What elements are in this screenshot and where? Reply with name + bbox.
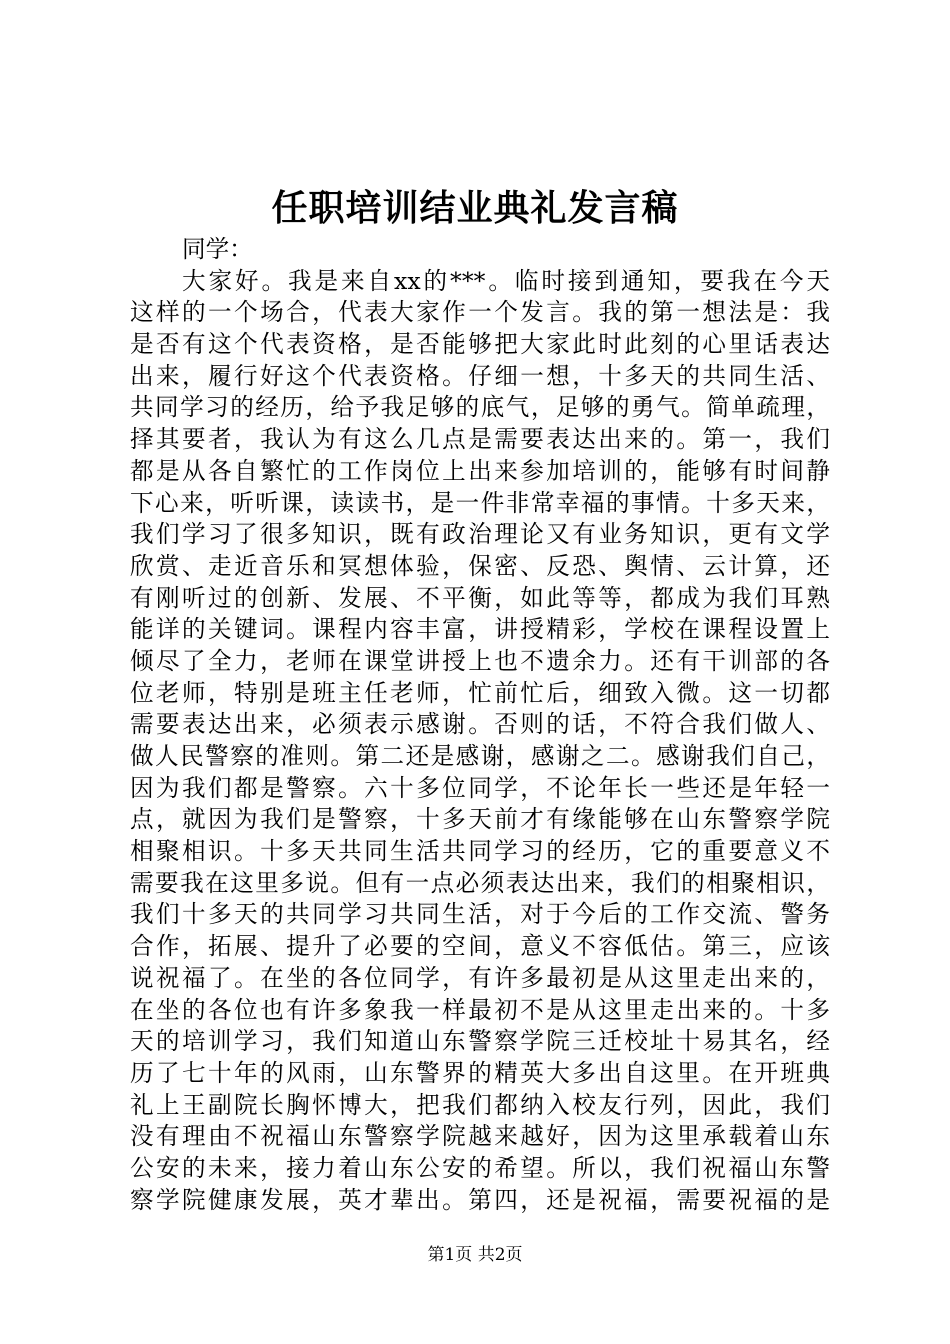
document-title: 任职培训结业典礼发言稿 [271,188,679,229]
paragraph-line: 我们学习了很多知识，既有政治理论又有业务知识，更有文学 [130,520,830,549]
paragraph-line: 能详的关键词。课程内容丰富，讲授精彩，学校在课程设置上 [130,615,830,644]
paragraph-line: 因为我们都是警察。六十多位同学，不论年长一些还是年轻一 [130,773,830,802]
paragraph-line: 倾尽了全力，老师在课堂讲授上也不遗余力。还有干训部的各 [130,646,830,675]
paragraph-line: 是否有这个代表资格，是否能够把大家此时此刻的心里话表达 [130,330,830,359]
paragraph-line: 需要表达出来，必须表示感谢。否则的话，不符合我们做人、 [130,710,830,739]
paragraph-line: 下心来，听听课，读读书，是一件非常幸福的事情。十多天来， [130,488,830,517]
paragraph-line: 在坐的各位也有许多象我一样最初不是从这里走出来的。十多 [130,995,830,1024]
paragraph-line: 我们十多天的共同学习共同生活，对于今后的工作交流、警务 [130,900,830,929]
paragraph-line: 这样的一个场合，代表大家作一个发言。我的第一想法是：我 [130,298,830,327]
paragraph-line: 都是从各自繁忙的工作岗位上出来参加培训的，能够有时间静 [130,456,830,485]
paragraph-line: 点，就因为我们是警察，十多天前才有缘能够在山东警察学院 [130,805,830,834]
paragraph-line: 历了七十年的风雨，山东警界的精英大多出自这里。在开班典 [130,1058,830,1087]
paragraph-line: 说祝福了。在坐的各位同学，有许多最初是从这里走出来的， [130,963,830,992]
paragraph-line: 大家好。我是来自xx的***。临时接到通知，要我在今天 [182,266,830,295]
paragraph-line: 出来，履行好这个代表资格。仔细一想，十多天的共同生活、 [130,361,830,390]
paragraph-line: 公安的未来，接力着山东公安的希望。所以，我们祝福山东警 [130,1153,830,1182]
paragraph-line: 共同学习的经历，给予我足够的底气，足够的勇气。简单疏理， [130,393,830,422]
paragraph-line: 有刚听过的创新、发展、不平衡，如此等等，都成为我们耳熟 [130,583,830,612]
paragraph-line: 欣赏、走近音乐和冥想体验，保密、反恐、舆情、云计算，还 [130,551,830,580]
paragraph-line: 需要我在这里多说。但有一点必须表达出来，我们的相聚相识， [130,868,830,897]
greeting-line: 同学： [182,235,253,263]
paragraph-line: 做人民警察的准则。第二还是感谢，感谢之二。感谢我们自己， [130,742,830,770]
paragraph-line: 择其要者，我认为有这么几点是需要表达出来的。第一，我们 [130,425,830,454]
paragraph-line: 合作，拓展、提升了必要的空间，意义不容低估。第三，应该 [130,932,830,961]
document-body [130,234,830,1216]
page-number-footer: 第1页 共2页 [427,1245,523,1265]
paragraph-line: 相聚相识。十多天共同生活共同学习的经历，它的重要意义不 [130,837,830,866]
paragraph-line: 礼上王副院长胸怀博大，把我们都纳入校友行列，因此，我们 [130,1090,830,1119]
paragraph-line: 位老师，特别是班主任老师，忙前忙后，细致入微。这一切都 [130,678,830,707]
paragraph-line: 天的培训学习，我们知道山东警察学院三迁校址十易其名，经 [130,1027,830,1056]
paragraph-line: 察学院健康发展，英才辈出。第四，还是祝福，需要祝福的是 [130,1185,830,1214]
paragraph-line: 没有理由不祝福山东警察学院越来越好，因为这里承载着山东 [130,1122,830,1151]
